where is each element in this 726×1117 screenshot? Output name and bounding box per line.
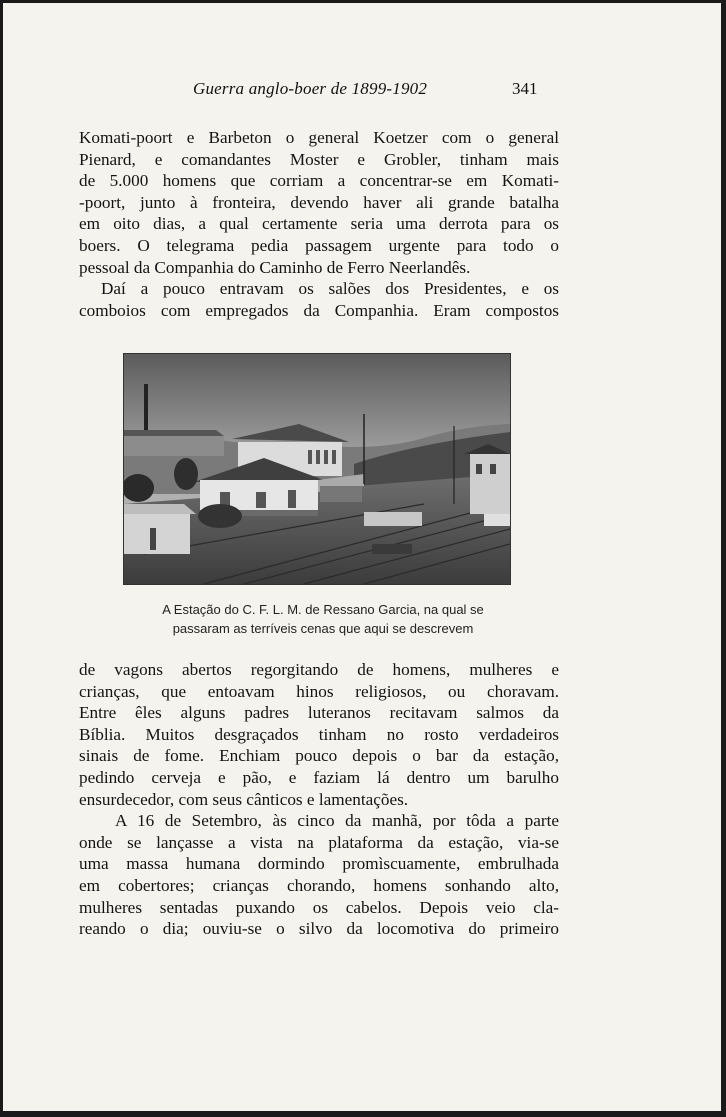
text-line: -poort, junto à fronteira, devendo haver ali grande batalha bbox=[79, 192, 559, 212]
text-line: reando o dia; ouviu-se o silvo da locomotiva do primeiro bbox=[79, 919, 559, 939]
text-line: A 16 de Setembro, às cinco da manhã, por tôda a parte bbox=[115, 811, 559, 831]
text-line: em oito dias, a qual certamente seria uma derrota para os bbox=[79, 214, 559, 234]
text-line: de 5.000 homens que corriam a concentrar-se em Komati- bbox=[79, 171, 559, 191]
page-header bbox=[3, 79, 721, 101]
text-line: Bíblia. Muitos desgraçados tinham no rosto verdadeiros bbox=[79, 724, 559, 744]
text-line: Pienard, e comandantes Moster e Grobler, tinham mais bbox=[79, 149, 559, 169]
text-line: uma massa humana dormindo promìscuamente, embrulhada bbox=[79, 854, 559, 874]
running-title: Guerra anglo-boer de 1899-1902 bbox=[193, 79, 428, 98]
caption-line: passaram as terríveis cenas que aqui se descrevem bbox=[172, 621, 474, 636]
text-line: pedindo cerveja e pão, e faziam lá dentro um barulho bbox=[79, 767, 559, 787]
page-number: 341 bbox=[512, 79, 538, 98]
text-line: sinais de fome. Enchiam pouco depois o bar da estação, bbox=[79, 746, 559, 766]
text-line: de vagons abertos regorgitando de homens, mulheres e bbox=[79, 660, 559, 679]
text-line: Entre êles alguns padres luteranos recitavam salmos da bbox=[79, 703, 559, 723]
text-line: Komati-poort e Barbeton o general Koetzer com o general bbox=[79, 128, 559, 147]
figure-caption bbox=[123, 600, 523, 638]
text-line: ensurdecedor, com seus cânticos e lamentações. bbox=[79, 789, 409, 809]
caption-line: A Estação do C. F. L. M. de Ressano Garcia, na qual se bbox=[162, 602, 484, 617]
text-block-bottom bbox=[79, 659, 559, 940]
text-block-top bbox=[79, 127, 559, 321]
text-line: em cobertores; crianças chorando, homens sonhando alto, bbox=[79, 875, 559, 895]
text-line: crianças, que entoavam hinos religiosos, ou choravam. bbox=[79, 681, 559, 701]
text-line: mulheres sentadas puxando os cabelos. Depois veio cla- bbox=[79, 897, 559, 917]
book-page bbox=[3, 3, 721, 1111]
text-line: pessoal da Companhia do Caminho de Ferro Neerlandês. bbox=[79, 257, 471, 277]
text-line: onde se lançasse a vista na plataforma da estação, via-se bbox=[79, 832, 559, 852]
text-line: boers. O telegrama pedia passagem urgente para todo o bbox=[79, 235, 559, 255]
text-line: comboios com empregados da Companhia. Eram compostos bbox=[79, 300, 559, 320]
station-photograph bbox=[123, 353, 511, 585]
text-line: Daí a pouco entravam os salões dos Presidentes, e os bbox=[101, 279, 559, 299]
